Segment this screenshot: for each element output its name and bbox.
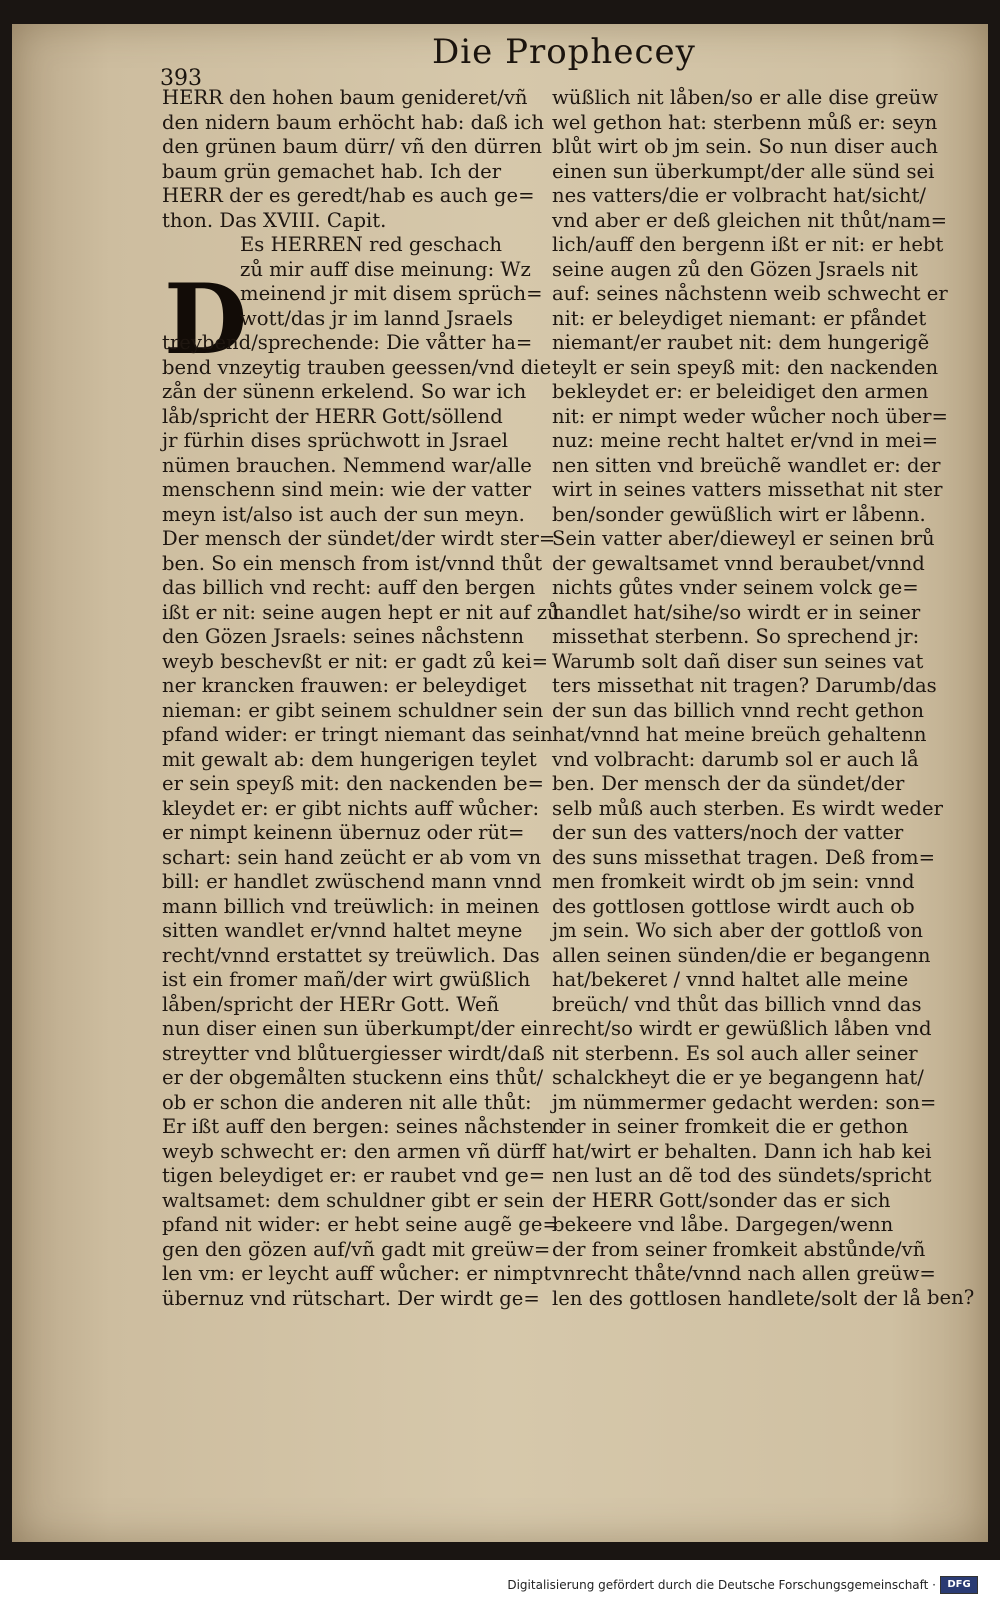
text-line: HERR den hohen baum genideret/vñ — [162, 86, 528, 109]
text-line: pfand nit wider: er hebt seine augẽ ge= — [162, 1213, 559, 1236]
text-line: jm nümmermer gedacht werden: son= — [552, 1090, 937, 1114]
text-line: HERR der es geredt/hab es auch ge= — [162, 184, 535, 207]
text-line: lich/auff den bergenn ißt er nit: er hebt — [552, 233, 944, 256]
text-line: Sein vatter aber/dieweyl er seinen brů — [552, 527, 935, 550]
text-line: låben/spricht der HERr Gott. Weñ — [162, 992, 500, 1016]
text-line: mann billich vnd treüwlich: in meinen — [162, 894, 540, 918]
text-line: weyb beschevßt er nit: er gadt zů kei= — [162, 649, 549, 673]
text-line: er nimpt keinenn übernuz oder rüt= — [162, 821, 525, 844]
text-line: den grünen baum dürr/ vñ den dürren — [162, 135, 542, 158]
text-line: hat/bekeret / vnnd haltet alle meine — [552, 968, 909, 991]
text-line: des gottlosen gottlose wirdt auch ob — [552, 894, 915, 918]
text-line: ob er schon die anderen nit alle thůt: — [162, 1090, 532, 1114]
text-line: bekeere vnd låbe. Dargegen/wenn — [552, 1213, 894, 1236]
text-line: mit gewalt ab: dem hungerigen teylet — [162, 747, 537, 771]
text-line: teylt er sein speyß mit: den nackenden — [552, 355, 939, 379]
text-line: nit sterbenn. Es sol auch aller seiner — [552, 1041, 918, 1065]
text-line: nichts gůtes vnder seinem volck ge= — [552, 576, 919, 599]
text-line: Der mensch der sündet/der wirdt ster= — [162, 527, 556, 550]
left-text-column — [162, 86, 562, 1311]
text-line: ben/sonder gewüßlich wirt er låbenn. — [552, 502, 926, 526]
text-line: den nidern baum erhöcht hab: daß ich — [162, 110, 545, 134]
text-line: vnd volbracht: darumb sol er auch lå — [552, 747, 919, 771]
text-line: thon. Das XVIII. Capit. — [162, 208, 387, 232]
text-line: ben. Der mensch der da sündet/der — [552, 772, 905, 795]
text-line: selb můß auch sterben. Es wirdt weder — [552, 796, 943, 820]
text-line: seine augen zů den Gözen Jsraels nit — [552, 257, 918, 281]
text-line: niemant/er raubet nit: dem hungerigẽ — [552, 331, 930, 354]
text-line: bill: er handlet zwüschend mann vnnd — [162, 870, 542, 893]
text-line: nit: er beleydiget niemant: er pfåndet — [552, 306, 927, 330]
text-line: missethat sterbenn. So sprechend jr: — [552, 625, 920, 648]
text-line: len vm: er leycht auff wůcher: er nimpt — [162, 1262, 552, 1285]
text-line: recht/vnnd erstattet sy treüwlich. Das — [162, 943, 540, 967]
text-line: übernuz vnd rütschart. Der wirdt ge= — [162, 1286, 540, 1310]
text-line: wirt in seines vatters missethat nit ster — [552, 478, 943, 501]
text-line: tigen beleydiget er: er raubet vnd ge= — [162, 1164, 546, 1187]
text-line: nen lust an dẽ tod des sündets/spricht — [552, 1164, 932, 1187]
text-line: handlet hat/sihe/so wirdt er in seiner — [552, 600, 921, 624]
text-line: der in seiner fromkeit die er gethon — [552, 1115, 909, 1138]
text-line: den Gözen Jsraels: seines nåchstenn — [162, 625, 524, 648]
text-line: vnd aber er deß gleichen nit thůt/nam= — [552, 208, 948, 232]
text-line: des suns missethat tragen. Deß from= — [552, 845, 935, 869]
text-line: blůt wirt ob jm sein. So nun diser auch — [552, 135, 938, 158]
text-line: nümen brauchen. Nemmend war/alle — [162, 453, 532, 477]
text-line: wel gethon hat: sterbenn můß er: seyn — [552, 110, 938, 134]
text-line: Warumb solt dañ diser sun seines vat — [552, 649, 924, 673]
text-line: hat/vnnd hat meine breüch gehaltenn — [552, 723, 927, 746]
text-line: låb/spricht der HERR Gott/söllend — [162, 404, 503, 428]
text-line: allen seinen sünden/die er begangenn — [552, 943, 931, 967]
text-line: meyn ist/also ist auch der sun meyn. — [162, 502, 525, 526]
text-line: menschenn sind mein: wie der vatter — [162, 478, 532, 501]
text-line: Er ißt auff den bergen: seines nåchsten — [162, 1115, 555, 1138]
text-line: bend vnzeytig trauben geessen/vnd die — [162, 355, 552, 379]
book-page — [12, 24, 988, 1542]
text-line: der from seiner fromkeit abstůnde/vñ — [552, 1237, 926, 1261]
funding-credit: Digitalisierung gefördert durch die Deutsche Forschungsgemeinschaft · — [507, 1578, 936, 1592]
text-line: treybend/sprechende: Die våtter ha= — [162, 331, 533, 354]
text-line: ist ein fromer mañ/der wirt gwüßlich — [162, 968, 531, 991]
drop-capital: D — [164, 263, 248, 376]
text-line: schart: sein hand zeücht er ab vom vn — [162, 845, 542, 869]
text-line: ters missethat nit tragen? Darumb/das — [552, 674, 937, 697]
text-line: wott/das jr im lannd Jsraels — [240, 306, 514, 330]
text-line: meinend jr mit disem sprüch= — [240, 282, 543, 305]
page-number: 393 — [160, 66, 202, 91]
text-line: ner krancken frauwen: er beleydiget — [162, 674, 527, 697]
text-line: kleydet er: er gibt nichts auff wůcher: — [162, 796, 540, 820]
text-line: Es HERREN red geschach — [240, 233, 502, 256]
footer-bar — [0, 1575, 1000, 1607]
text-line: der gewaltsamet vnnd beraubet/vnnd — [552, 551, 925, 575]
text-line: waltsamet: dem schuldner gibt er sein — [162, 1188, 545, 1212]
text-line: der sun des vatters/noch der vatter — [552, 821, 904, 844]
text-line: das billich vnd recht: auff den bergen — [162, 576, 536, 599]
text-line: zån der sünenn erkelend. So war ich — [162, 380, 527, 403]
text-line: len des gottlosen handlete/solt der lå — [552, 1286, 922, 1310]
text-line: jm sein. Wo sich aber der gottloß von — [552, 919, 923, 942]
text-line: bekleydet er: er beleidiget den armen — [552, 380, 929, 403]
text-line: men fromkeit wirdt ob jm sein: vnnd — [552, 870, 915, 893]
text-line: nun diser einen sun überkumpt/der ein — [162, 1017, 552, 1040]
text-line: nit: er nimpt weder wůcher noch über= — [552, 404, 948, 428]
text-line: streytter vnd blůtuergiesser wirdt/daß — [162, 1041, 545, 1065]
right-text-column — [552, 86, 962, 1311]
text-line: er sein speyß mit: den nackenden be= — [162, 772, 544, 795]
text-line: nes vatters/die er volbracht hat/sicht/ — [552, 184, 927, 207]
text-line: vnrecht thåte/vnnd nach allen greüw= — [552, 1262, 936, 1285]
page-header — [12, 32, 988, 90]
text-line: der sun das billich vnnd recht gethon — [552, 698, 924, 722]
text-line: recht/so wirdt er gewüßlich låben vnd — [552, 1017, 932, 1040]
text-line: auf: seines nåchstenn weib schwecht er — [552, 282, 948, 305]
text-line: zů mir auff dise meinung: Wz — [240, 257, 531, 281]
dfg-logo: DFG — [940, 1576, 978, 1594]
text-line: sitten wandlet er/vnnd haltet meyne — [162, 919, 523, 942]
text-line: nieman: er gibt seinem schuldner sein — [162, 698, 544, 722]
text-line: hat/wirt er behalten. Dann ich hab kei — [552, 1139, 932, 1163]
text-line: breüch/ vnd thůt das billich vnnd das — [552, 992, 922, 1016]
text-line: jr fürhin dises sprüchwott in Jsrael — [162, 429, 509, 452]
text-line: der HERR Gott/sonder das er sich — [552, 1188, 891, 1212]
text-line: weyb schwecht er: den armen vñ dürff — [162, 1139, 546, 1163]
text-line: nen sitten vnd breüchẽ wandlet er: der — [552, 453, 941, 477]
text-line: pfand wider: er tringt niemant das sein — [162, 723, 553, 746]
text-line: gen den gözen auf/vñ gadt mit greüw= — [162, 1237, 551, 1261]
text-line: er der obgemålten stuckenn eins thůt/ — [162, 1066, 544, 1089]
text-line: schalckheyt die er ye begangenn hat/ — [552, 1066, 924, 1089]
text-line: ißt er nit: seine augen hept er nit auf zů — [162, 600, 560, 624]
text-line: nuz: meine recht haltet er/vnd in mei= — [552, 429, 939, 452]
text-line: wüßlich nit låben/so er alle dise greüw — [552, 86, 939, 109]
text-line: baum grün gemachet hab. Ich der — [162, 159, 502, 183]
text-line: ben. So ein mensch from ist/vnnd thůt — [162, 551, 543, 575]
catchword: ben? — [927, 1286, 975, 1309]
running-head: Die Prophecey — [432, 32, 696, 72]
text-line: einen sun überkumpt/der alle sünd sei — [552, 159, 935, 183]
